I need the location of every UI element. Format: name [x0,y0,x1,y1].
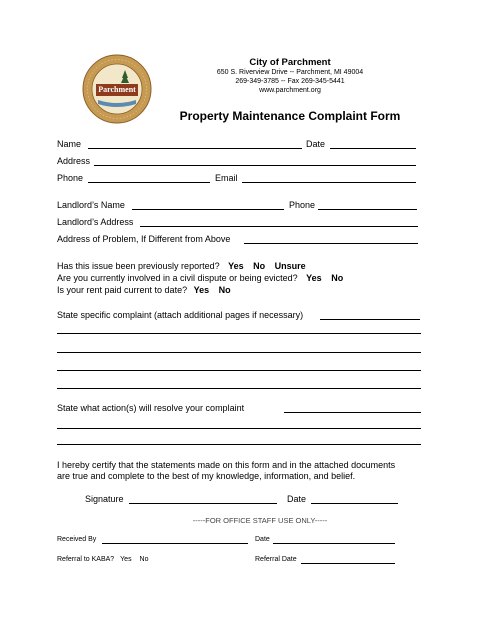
kaba-no-option[interactable]: No [139,556,149,563]
phone-field[interactable] [88,182,210,183]
signature-date-field[interactable] [311,503,398,504]
resolve-line-0[interactable] [284,412,421,413]
complaint-line-4[interactable] [57,388,421,389]
seal-name: Parchment [98,85,136,94]
org-website: www.parchment.org [259,87,321,94]
question-reported-text: Has this issue been previously reported? [57,261,220,271]
certify-line-1: I hereby certify that the statements made on this form and in the attached documents [57,460,396,470]
reported-yes-option[interactable]: Yes [228,261,244,271]
office-heading: -----FOR OFFICE STAFF USE ONLY----- [192,516,328,525]
rent-yes-option[interactable]: Yes [193,285,210,295]
reported-unsure-option[interactable]: Unsure [274,261,306,271]
reported-no-option[interactable]: No [253,261,266,271]
resolve-line-1[interactable] [57,428,421,429]
complaint-line-1[interactable] [57,333,421,334]
complaint-line-3[interactable] [57,370,421,371]
problem-address-label: Address of Problem, If Different from Above [57,234,231,244]
email-label: Email [215,173,238,183]
complaint-line-0[interactable] [320,319,420,320]
landlord-address-label: Landlord’s Address [57,217,134,227]
form-title: Property Maintenance Complaint Form [179,109,401,123]
phone-label: Phone [57,173,84,183]
referral-date-label: Referral Date [255,556,297,563]
org-name: City of Parchment [249,57,331,68]
org-phones: 269-349-3785 -- Fax 269-345-5441 [235,78,345,85]
referral-kaba [57,555,148,564]
complaint-label: State specific complaint (attach additional pages if necessary) [57,310,304,320]
address-label: Address [57,156,91,166]
received-by-field[interactable] [102,543,248,544]
dispute-yes-option[interactable]: Yes [306,273,322,283]
resolve-line-2[interactable] [57,444,421,445]
kaba-yes-option[interactable]: Yes [120,556,132,563]
rent-no-option[interactable]: No [218,285,231,295]
date-label: Date [306,139,326,149]
resolve-label: State what action(s) will resolve your complaint [57,403,245,413]
address-field[interactable] [94,165,416,166]
dispute-no-option[interactable]: No [331,273,344,283]
complaint-line-2[interactable] [57,352,421,353]
signature-field[interactable] [129,503,277,504]
landlord-name-field[interactable] [132,209,284,210]
referral-kaba-label: Referral to KABA? [57,556,115,563]
landlord-address-field[interactable] [140,226,418,227]
landlord-phone-label: Phone [289,200,316,210]
office-date-label: Date [255,536,270,543]
landlord-name-label: Landlord’s Name [57,200,125,210]
question-rent [57,285,231,296]
question-dispute [57,273,343,284]
office-date-field[interactable] [273,543,395,544]
referral-date-field[interactable] [301,563,395,564]
question-reported [57,261,306,272]
received-by-label: Received By [57,536,97,543]
question-rent-text: Is your rent paid current to date? [57,285,188,295]
org-address: 650 S. Riverview Drive -- Parchment, MI 49004 [216,69,364,76]
certify-line-2: are true and complete to the best of my knowledge, information, and belief. [57,471,356,481]
name-label: Name [57,139,82,149]
signature-label: Signature [85,494,124,504]
landlord-phone-field[interactable] [318,209,417,210]
question-dispute-text: Are you currently involved in a civil dispute or being evicted? [57,273,298,283]
problem-address-field[interactable] [244,243,418,244]
name-field[interactable] [88,148,302,149]
signature-date-label: Date [287,494,307,504]
email-field[interactable] [242,182,416,183]
date-field[interactable] [330,148,416,149]
